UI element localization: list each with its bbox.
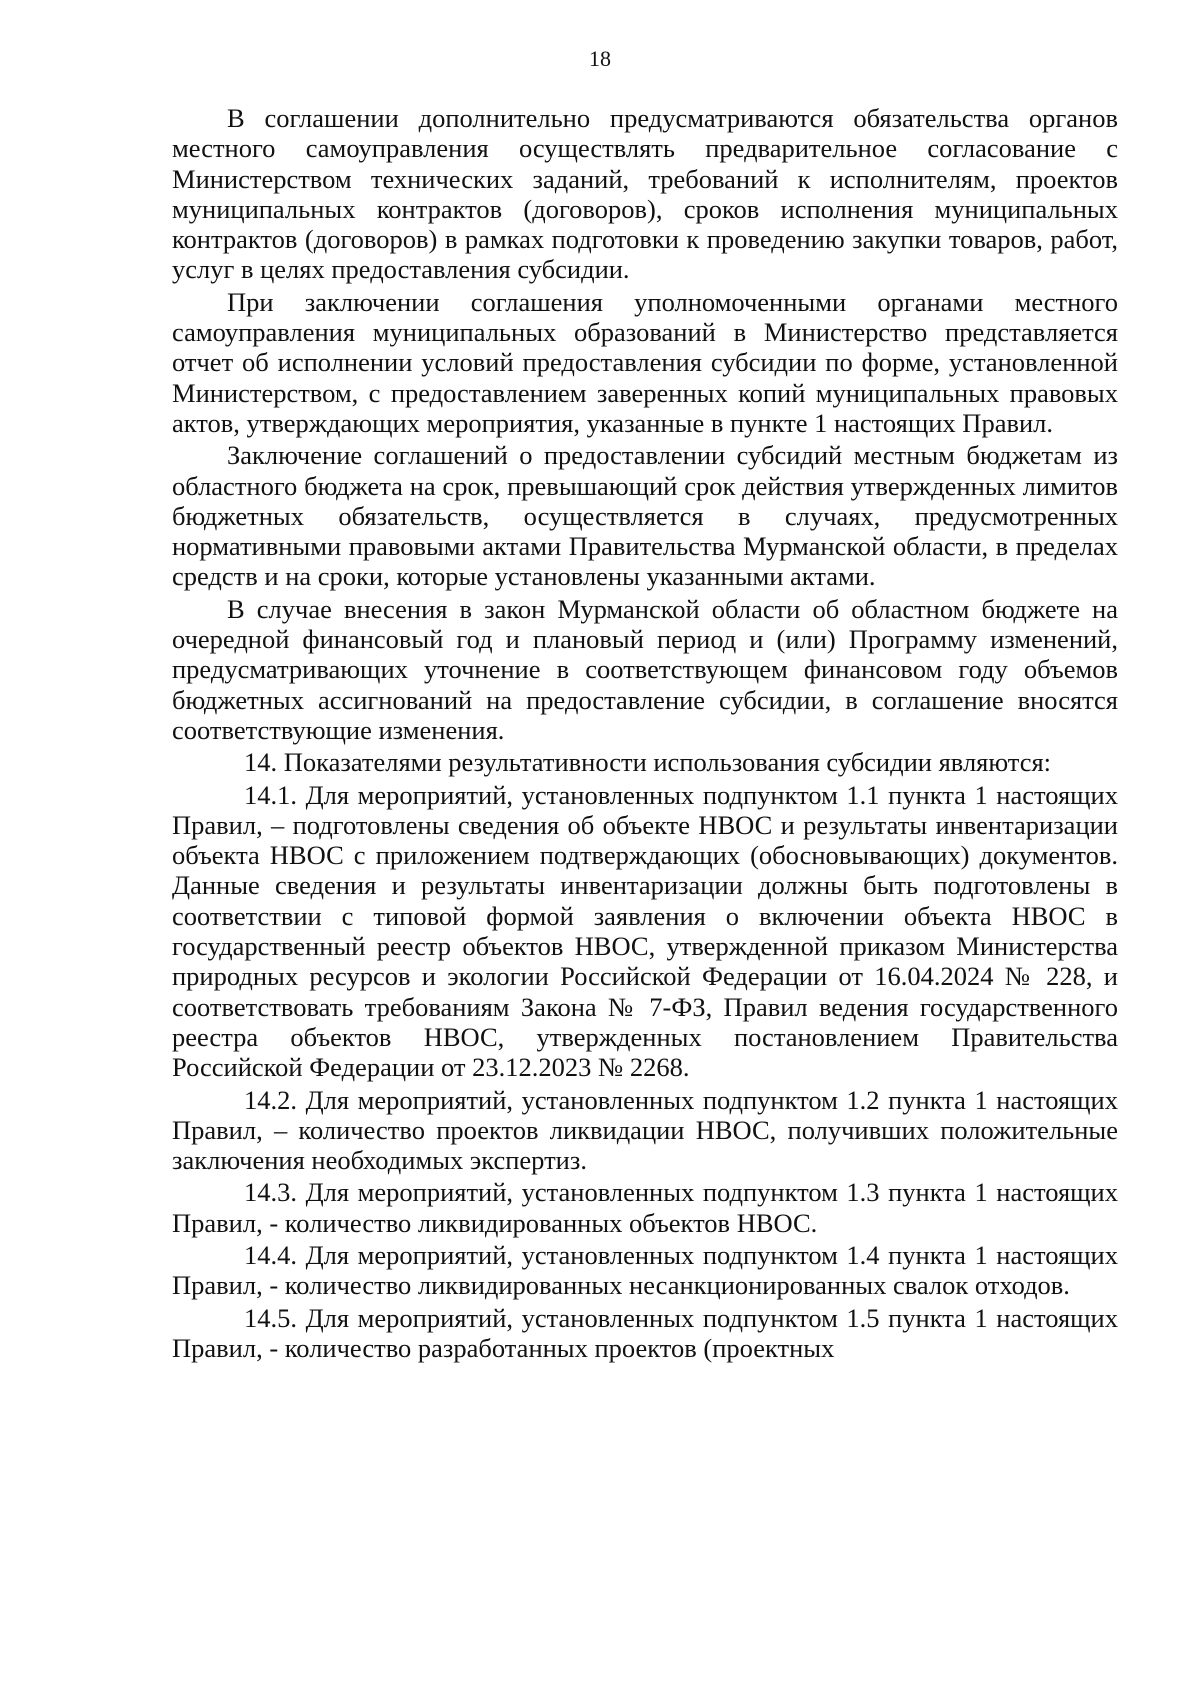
paragraph-item-14-1: 14.1. Для мероприятий, установленных подпунктом 1.1 пункта 1 настоящих Правил, – подготовлены сведения об объекте НВОС и результаты инвентаризации объекта НВОС с приложением подтверждающих (обосновывающих) документов. Данные сведения и результаты инвентаризации должны быть подготовлены в соответствии с типовой формой заявления о включении объекта НВОС в государственный реестр объектов НВОС, утвержденной приказом Министерства природных ресурсов и экологии Российской Федерации от 16.04.2024 № 228, и соответствовать требованиям Закона № 7-ФЗ, Правил ведения государственного реестра объектов НВОС, утвержденных постановлением Правительства Российской Федерации от 23.12.2023 № 2268. bbox=[172, 779, 1118, 1083]
document-body bbox=[172, 103, 1118, 1365]
paragraph-report-submission: При заключении соглашения уполномоченными органами местного самоуправления муниципальных образований в Министерство представляется отчет об исполнении условий предоставления субсидии по форме, установленной Министерством, с предоставлением заверенных копий муниципальных правовых актов, утверждающих мероприятия, указанные в пункте 1 настоящих Правил. bbox=[172, 286, 1118, 438]
paragraph-agreement-obligations: В соглашении дополнительно предусматриваются обязательства органов местного самоуправления осуществлять предварительное согласование с Министерством технических заданий, требований к исполнителям, проектов муниципальных контрактов (договоров), сроков исполнения муниципальных контрактов (договоров) в рамках подготовки к проведению закупки товаров, работ, услуг в целях предоставления субсидии. bbox=[172, 103, 1118, 285]
paragraph-item-14-3: 14.3. Для мероприятий, установленных подпунктом 1.3 пункта 1 настоящих Правил, - количество ликвидированных объектов НВОС. bbox=[172, 1177, 1118, 1238]
paragraph-item-14-4: 14.4. Для мероприятий, установленных подпунктом 1.4 пункта 1 настоящих Правил, - количество ликвидированных несанкционированных свалок отходов. bbox=[172, 1239, 1118, 1301]
paragraph-budget-changes: В случае внесения в закон Мурманской области об областном бюджете на очередной финансовый год и плановый период и (или) Программу изменений, предусматривающих уточнение в соответствующем финансовом году объемов бюджетных ассигнований на предоставление субсидии, в соглашение вносятся соответствующие изменения. bbox=[172, 593, 1118, 745]
paragraph-item-14: 14. Показателями результативности использования субсидии являются: bbox=[244, 747, 1052, 778]
paragraph-item-14-5: 14.5. Для мероприятий, установленных подпунктом 1.5 пункта 1 настоящих Правил, - количество разработанных проектов (проектных bbox=[172, 1302, 1118, 1363]
paragraph-item-14-2: 14.2. Для мероприятий, установленных подпунктом 1.2 пункта 1 настоящих Правил, – количество проектов ликвидации НВОС, получивших положительные заключения необходимых экспертиз. bbox=[172, 1084, 1118, 1176]
paragraph-agreement-term: Заключение соглашений о предоставлении субсидий местным бюджетам из областного бюджета на срок, превышающий срок действия утвержденных лимитов бюджетных обязательств, осуществляется в случаях, предусмотренных нормативными правовыми актами Правительства Мурманской области, в пределах средств и на сроки, которые установлены указанными актами. bbox=[172, 440, 1118, 592]
page-number: 18 bbox=[589, 46, 611, 71]
